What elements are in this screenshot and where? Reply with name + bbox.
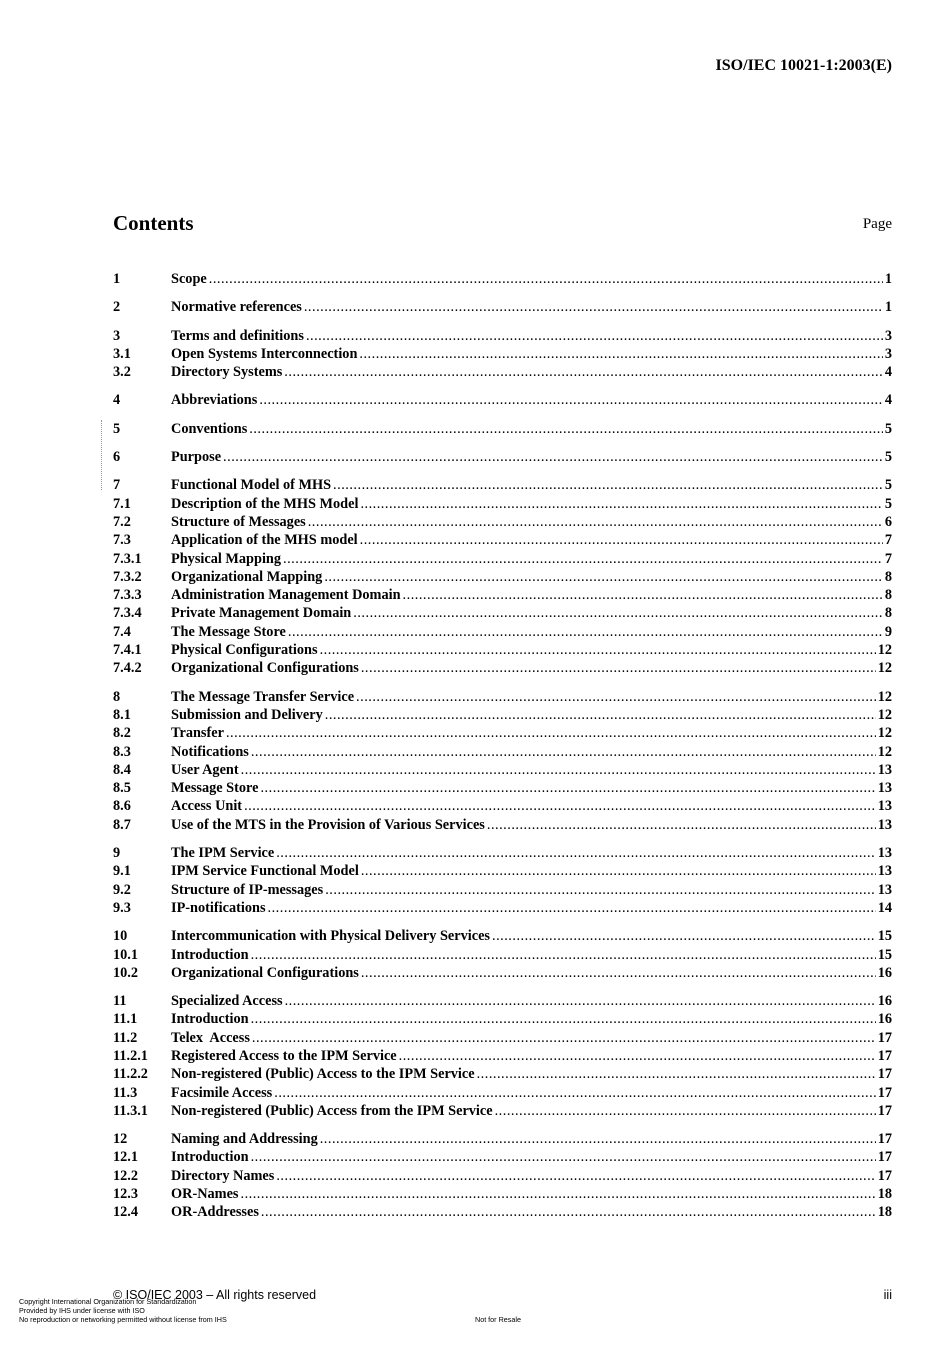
toc-group	[113, 476, 892, 677]
toc-dot-leader	[276, 844, 875, 862]
toc-entry[interactable]	[113, 550, 892, 568]
toc-entry-title: Facsimile Access	[171, 1084, 273, 1101]
toc-dot-leader	[226, 724, 876, 742]
toc-entry-title: Introduction	[171, 1149, 249, 1166]
toc-entry-number: 5	[113, 420, 121, 437]
toc-entry-title: Open Systems Interconnection	[171, 345, 358, 362]
toc-group	[113, 1130, 892, 1221]
toc-dot-leader	[274, 1084, 875, 1102]
toc-entry-title: Message Store	[171, 780, 259, 797]
toc-dot-leader	[359, 345, 882, 363]
toc-entry[interactable]	[113, 899, 892, 917]
toc-entry-page: 15	[877, 946, 892, 963]
toc-entry-title: Directory Systems	[171, 364, 283, 381]
toc-entry-title: IP-notifications	[171, 899, 266, 916]
toc-dot-leader	[353, 604, 883, 622]
toc-dot-leader	[251, 946, 876, 964]
toc-dot-leader	[252, 1029, 876, 1047]
toc-entry[interactable]	[113, 270, 892, 288]
toc-dot-leader	[360, 495, 882, 513]
toc-entry-number: 3.2	[113, 364, 131, 381]
toc-entry-page: 16	[877, 1011, 892, 1028]
toc-entry-page: 17	[877, 1047, 892, 1064]
toc-entry-page: 13	[877, 863, 892, 880]
toc-entry-number: 8.1	[113, 706, 131, 723]
toc-entry[interactable]	[113, 927, 892, 945]
toc-entry-title: Telex Access	[171, 1029, 250, 1046]
toc-entry-number: 7.1	[113, 495, 131, 512]
toc-dot-leader	[356, 688, 876, 706]
toc-dot-leader	[284, 363, 883, 381]
toc-entry[interactable]	[113, 568, 892, 586]
toc-entry-number: 10.1	[113, 946, 139, 963]
toc-entry-title: Administration Management Domain	[171, 587, 401, 604]
toc-entry[interactable]	[113, 448, 892, 466]
toc-entry-title: IPM Service Functional Model	[171, 863, 359, 880]
toc-entry-title: Organizational Configurations	[171, 660, 359, 677]
toc-dot-leader	[283, 550, 883, 568]
toc-entry-number: 9.2	[113, 881, 131, 898]
toc-dot-leader	[306, 327, 883, 345]
toc-dot-leader	[320, 1130, 876, 1148]
toc-entry-title: Terms and definitions	[171, 327, 304, 344]
toc-entry-title: Physical Configurations	[171, 642, 318, 659]
toc-entry-number: 11.2	[113, 1029, 138, 1046]
toc-entry-title: The Message Store	[171, 623, 286, 640]
toc-entry-page: 17	[877, 1102, 892, 1119]
toc-group	[113, 391, 892, 409]
toc-entry-title: Conventions	[171, 420, 248, 437]
toc-entry-page: 4	[884, 364, 892, 381]
toc-entry[interactable]	[113, 513, 892, 531]
toc-entry-number: 8	[113, 688, 121, 705]
toc-entry-title: Organizational Mapping	[171, 568, 323, 585]
toc-entry-number: 12.3	[113, 1186, 139, 1203]
toc-dot-leader	[399, 1047, 876, 1065]
toc-dot-leader	[325, 706, 876, 724]
toc-dot-leader	[403, 586, 883, 604]
toc-entry-number: 8.4	[113, 761, 131, 778]
toc-entry-title: Transfer	[171, 725, 224, 742]
license-stamp	[19, 1297, 227, 1324]
toc-entry-page: 14	[877, 899, 892, 916]
toc-entry-page: 17	[877, 1149, 892, 1166]
toc-entry-number: 11	[113, 993, 127, 1010]
toc-entry-page: 5	[884, 420, 892, 437]
toc-entry-page: 8	[884, 568, 892, 585]
toc-entry-title: Scope	[171, 271, 207, 287]
toc-entry-page: 16	[877, 993, 892, 1010]
toc-entry-number: 1	[113, 271, 121, 287]
toc-entry[interactable]	[113, 964, 892, 982]
toc-entry-page: 6	[884, 513, 892, 530]
toc-entry-page: 12	[877, 743, 892, 760]
toc-entry[interactable]	[113, 345, 892, 363]
toc-entry-number: 9	[113, 845, 121, 862]
toc-entry-number: 11.3.1	[113, 1102, 148, 1119]
toc-entry-number: 3.1	[113, 345, 131, 362]
toc-entry[interactable]	[113, 724, 892, 742]
toc-entry-page: 1	[884, 299, 892, 316]
toc-dot-leader	[304, 298, 883, 316]
toc-entry-title: Notifications	[171, 743, 249, 760]
toc-entry-title: OR-Names	[171, 1186, 239, 1203]
toc-entry-title: Functional Model of MHS	[171, 477, 332, 494]
toc-entry-number: 9.1	[113, 863, 131, 880]
toc-entry-number: 11.3	[113, 1084, 138, 1101]
toc-dot-leader	[209, 270, 883, 288]
toc-entry-page: 9	[884, 623, 892, 640]
toc-entry[interactable]	[113, 844, 892, 862]
document-id: ISO/IEC 10021-1:2003(E)	[715, 57, 892, 74]
toc-entry-number: 3	[113, 327, 121, 344]
toc-entry-page: 8	[884, 587, 892, 604]
toc-entry-page: 13	[877, 845, 892, 862]
toc-entry-page: 7	[884, 550, 892, 567]
toc-entry-number: 9.3	[113, 899, 131, 916]
toc-group	[113, 927, 892, 982]
toc-dot-leader	[361, 862, 876, 880]
toc-entry[interactable]	[113, 761, 892, 779]
toc-entry[interactable]	[113, 1065, 892, 1083]
toc-entry-number: 10.2	[113, 964, 139, 981]
margin-marks	[101, 420, 104, 490]
toc-entry-number: 8.5	[113, 780, 131, 797]
toc-entry-number: 12.4	[113, 1204, 139, 1221]
toc-entry[interactable]	[113, 946, 892, 964]
toc-entry[interactable]	[113, 1167, 892, 1185]
toc-entry[interactable]	[113, 420, 892, 438]
toc-entry-page: 13	[877, 816, 892, 833]
toc-entry[interactable]	[113, 659, 892, 677]
toc-dot-leader	[276, 1167, 875, 1185]
toc-entry-title: Structure of Messages	[171, 513, 306, 530]
toc-group	[113, 270, 892, 288]
toc-dot-leader	[251, 743, 876, 761]
toc-entry[interactable]	[113, 298, 892, 316]
toc-entry[interactable]	[113, 1203, 892, 1221]
toc-dot-leader	[360, 531, 883, 549]
toc-entry[interactable]	[113, 1185, 892, 1203]
toc-entry-number: 7.3.3	[113, 587, 142, 604]
toc-entry-number: 12.2	[113, 1167, 139, 1184]
toc-entry-title: Submission and Delivery	[171, 706, 323, 723]
toc-entry-number: 7.2	[113, 513, 131, 530]
toc-entry-title: Purpose	[171, 449, 222, 466]
toc-entry[interactable]	[113, 816, 892, 834]
toc-entry-title: Naming and Addressing	[171, 1131, 318, 1148]
toc-entry[interactable]	[113, 531, 892, 549]
toc-entry-page: 8	[884, 605, 892, 622]
toc-entry[interactable]	[113, 1029, 892, 1047]
toc-dot-leader	[251, 1148, 876, 1166]
toc-entry[interactable]	[113, 641, 892, 659]
toc-entry-number: 11.2.2	[113, 1066, 148, 1083]
stamp-line: Provided by IHS under license with ISO	[19, 1306, 145, 1315]
toc-entry[interactable]	[113, 992, 892, 1010]
toc-dot-leader	[324, 568, 883, 586]
toc-entry-title: Non-registered (Public) Access to the IPM Service	[171, 1066, 475, 1083]
toc-entry-title: OR-Addresses	[171, 1204, 259, 1221]
toc-entry-title: Normative references	[171, 299, 302, 316]
toc-entry-page: 17	[877, 1066, 892, 1083]
toc-entry-number: 7.4.2	[113, 660, 142, 677]
toc-entry-page: 3	[884, 327, 892, 344]
toc-entry-page: 7	[884, 532, 892, 549]
toc-entry-page: 12	[877, 725, 892, 742]
toc-entry-page: 3	[884, 345, 892, 362]
toc-entry-page: 17	[877, 1167, 892, 1184]
toc-entry-title: Organizational Configurations	[171, 964, 359, 981]
toc-entry-page: 5	[884, 449, 892, 466]
toc-entry[interactable]	[113, 495, 892, 513]
toc-entry[interactable]	[113, 797, 892, 815]
toc-entry-page: 13	[877, 798, 892, 815]
toc-dot-leader	[268, 899, 876, 917]
toc-entry-number: 12	[113, 1131, 128, 1148]
toc-entry-title: Use of the MTS in the Provision of Various Services	[171, 816, 485, 833]
toc-entry-page: 13	[877, 761, 892, 778]
toc-entry-page: 12	[877, 642, 892, 659]
toc-entry[interactable]	[113, 706, 892, 724]
toc-entry-title: Specialized Access	[171, 993, 283, 1010]
toc-entry-page: 17	[877, 1029, 892, 1046]
toc-dot-leader	[259, 391, 883, 409]
toc-dot-leader	[223, 448, 883, 466]
toc-entry[interactable]	[113, 1102, 892, 1120]
toc-entry-number: 7.3.2	[113, 568, 142, 585]
toc-entry-page: 12	[877, 688, 892, 705]
toc-entry-number: 7.4.1	[113, 642, 142, 659]
toc-entry-title: Registered Access to the IPM Service	[171, 1047, 397, 1064]
toc-entry-page: 17	[877, 1131, 892, 1148]
toc-entry-title: Physical Mapping	[171, 550, 282, 567]
stamp-line: Copyright International Organization for Standardization	[19, 1297, 197, 1306]
toc-group	[113, 327, 892, 382]
toc-dot-leader	[308, 513, 883, 531]
toc-group	[113, 688, 892, 834]
not-for-resale-notice: Not for Resale	[475, 1315, 521, 1324]
toc-entry-number: 12.1	[113, 1149, 139, 1166]
toc-entry-number: 8.2	[113, 725, 131, 742]
toc-group	[113, 298, 892, 316]
toc-entry-title: Introduction	[171, 946, 249, 963]
toc-entry-page: 12	[877, 706, 892, 723]
toc-entry[interactable]	[113, 476, 892, 494]
toc-entry[interactable]	[113, 363, 892, 381]
toc-dot-leader	[492, 927, 876, 945]
toc-entry-title: Access Unit	[171, 798, 243, 815]
page-column-label: Page	[862, 216, 892, 232]
toc-group	[113, 448, 892, 466]
toc-entry[interactable]	[113, 604, 892, 622]
toc-dot-leader	[333, 476, 883, 494]
toc-dot-leader	[320, 641, 876, 659]
toc-entry-page: 18	[877, 1204, 892, 1221]
toc-entry[interactable]	[113, 1130, 892, 1148]
toc-entry-page: 13	[877, 881, 892, 898]
toc-entry-page: 4	[884, 392, 892, 409]
toc-entry-title: Structure of IP-messages	[171, 881, 324, 898]
toc-group	[113, 992, 892, 1120]
toc-entry-title: Non-registered (Public) Access from the IPM Service	[171, 1102, 493, 1119]
toc-dot-leader	[241, 1185, 876, 1203]
toc-dot-leader	[361, 659, 876, 677]
toc-entry[interactable]	[113, 1047, 892, 1065]
toc-dot-leader	[361, 964, 876, 982]
toc-dot-leader	[244, 797, 876, 815]
toc-entry[interactable]	[113, 623, 892, 641]
toc-group	[113, 844, 892, 917]
toc-group	[113, 420, 892, 438]
toc-entry-title: Intercommunication with Physical Delivery Services	[171, 928, 490, 945]
toc-entry-title: The IPM Service	[171, 845, 275, 862]
toc-entry-number: 4	[113, 392, 121, 409]
toc-entry[interactable]	[113, 779, 892, 797]
toc-entry-number: 2	[113, 299, 121, 316]
toc-dot-leader	[285, 992, 876, 1010]
toc-entry-number: 7.4	[113, 623, 131, 640]
toc-dot-leader	[325, 881, 875, 899]
footer-page-number: iii	[883, 1288, 892, 1302]
toc-entry-page: 18	[877, 1186, 892, 1203]
toc-entry[interactable]	[113, 391, 892, 409]
toc-entry-page: 5	[884, 477, 892, 494]
toc-entry[interactable]	[113, 862, 892, 880]
toc-entry-page: 13	[877, 780, 892, 797]
toc-entry-title: Description of the MHS Model	[171, 495, 359, 512]
toc-entry-number: 7.3.4	[113, 605, 142, 622]
toc-entry-page: 1	[884, 271, 892, 287]
toc-entry-title: Private Management Domain	[171, 605, 352, 622]
stamp-line: No reproduction or networking permitted without license from IHS	[19, 1315, 227, 1324]
toc-entry-number: 6	[113, 449, 121, 466]
toc-entry-number: 11.1	[113, 1011, 138, 1028]
toc-entry[interactable]	[113, 586, 892, 604]
toc-entry[interactable]	[113, 881, 892, 899]
toc-entry-number: 11.2.1	[113, 1047, 148, 1064]
toc-entry-title: Application of the MHS model	[171, 532, 358, 549]
toc-dot-leader	[261, 1203, 876, 1221]
toc-entry[interactable]	[113, 327, 892, 345]
toc-entry[interactable]	[113, 1148, 892, 1166]
toc-entry-title: Introduction	[171, 1011, 249, 1028]
toc-entry-number: 8.3	[113, 743, 131, 760]
toc-entry-page: 5	[884, 495, 892, 512]
toc-entry-title: The Message Transfer Service	[171, 688, 355, 705]
toc-entry-number: 7	[113, 477, 121, 494]
toc-entry-title: User Agent	[171, 761, 239, 778]
toc-dot-leader	[487, 816, 876, 834]
toc-dot-leader	[241, 761, 876, 779]
toc-entry-page: 16	[877, 964, 892, 981]
toc-entry[interactable]	[113, 1010, 892, 1028]
toc-entry-number: 7.3.1	[113, 550, 142, 567]
toc-entry-number: 8.7	[113, 816, 131, 833]
footer-copyright: © ISO/IEC 2003 – All rights reserved	[113, 1288, 317, 1302]
toc-entry-title: Directory Names	[171, 1167, 275, 1184]
contents-heading: Contents	[113, 211, 194, 235]
toc-dot-leader	[495, 1102, 876, 1120]
toc-entry-number: 10	[113, 928, 128, 945]
toc-dot-leader	[260, 779, 875, 797]
toc-dot-leader	[249, 420, 883, 438]
toc-entry-page: 15	[877, 928, 892, 945]
toc-entry-number: 8.6	[113, 798, 131, 815]
toc-entry-title: Abbreviations	[171, 392, 258, 409]
toc-entry-page: 12	[877, 660, 892, 677]
toc-dot-leader	[251, 1010, 876, 1028]
toc-entry[interactable]	[113, 743, 892, 761]
table-of-contents	[113, 270, 892, 1232]
toc-dot-leader	[288, 623, 883, 641]
toc-dot-leader	[477, 1065, 876, 1083]
toc-entry[interactable]	[113, 688, 892, 706]
toc-entry-number: 7.3	[113, 532, 131, 549]
toc-entry[interactable]	[113, 1084, 892, 1102]
toc-entry-page: 17	[877, 1084, 892, 1101]
